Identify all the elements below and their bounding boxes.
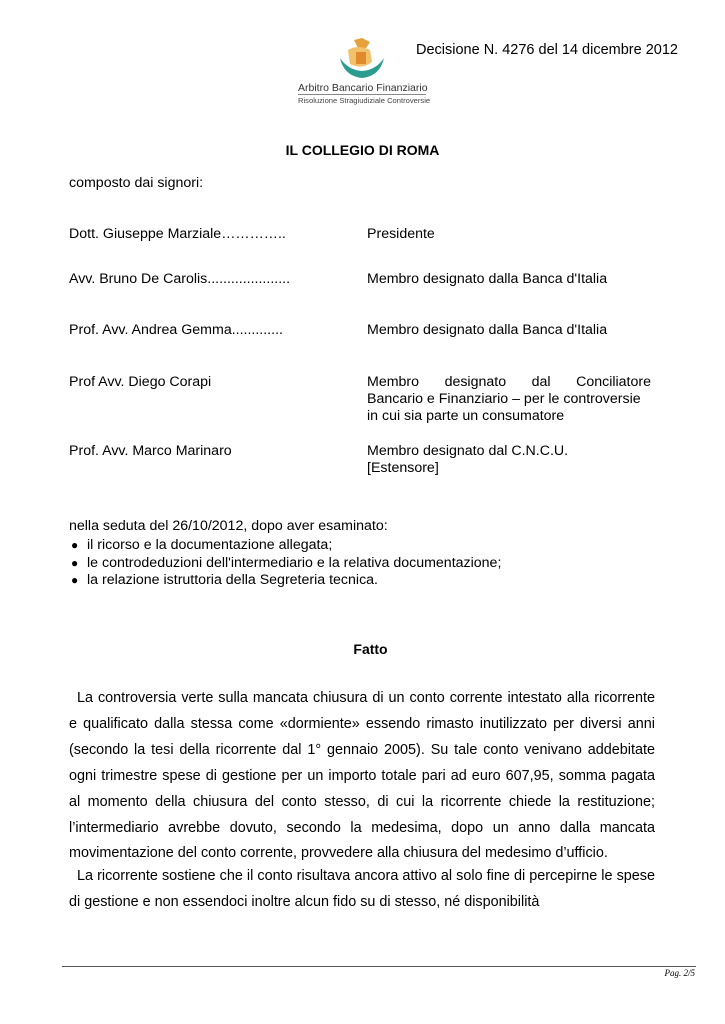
logo-name: Arbitro Bancario Finanziario	[298, 82, 428, 94]
member-name: Avv. Bruno De Carolis.....................	[69, 271, 291, 287]
member-name: Prof. Avv. Andrea Gemma.............	[69, 322, 283, 338]
list-item	[69, 537, 501, 555]
session-list	[69, 537, 501, 590]
section-title: Fatto	[353, 641, 388, 657]
member-role	[367, 443, 651, 477]
member-role: Membro designato dalla Banca d'Italia	[367, 322, 608, 338]
member-role: Membro designato dalla Banca d'Italia	[367, 271, 608, 287]
footer-divider	[62, 966, 696, 967]
member-name: Prof. Avv. Marco Marinaro	[69, 443, 232, 459]
paragraph: La controversia verte sulla mancata chiusura di un conto corrente intestato alla ricorrente e qualificato dalla stessa come «dormiente» essendo rimasto inutilizzato per diversi anni (secondo la tesi della ricorrente dal 1° gennaio 2005). Su tale conto venivano addebitate ogni trimestre spese di gestione per un importo totale pari ad euro 607,95, somma pagata al momento della chiusura del conto stesso, di cui la ricorrente chiede la restituzione; l’intermediario avrebbe dovuto, secondo la medesima, dopo un anno dalla mancata movimentazione del conto corrente, provvedere alla chiusura del medesimo d’ufficio.	[69, 690, 655, 862]
document-title: IL COLLEGIO DI ROMA	[285, 142, 440, 158]
bullet-icon: ●	[71, 573, 79, 587]
member-role: Presidente	[367, 226, 435, 242]
member-role-line: Bancario e Finanziario – per le controversie	[367, 391, 641, 407]
intro-text: composto dai signori:	[69, 175, 204, 191]
bullet-icon: ●	[71, 538, 79, 552]
session-intro: nella seduta del 26/10/2012, dopo aver esaminato:	[69, 518, 388, 534]
list-item	[69, 572, 501, 590]
member-role-line: Membro designato dal C.N.C.U.	[367, 443, 569, 459]
list-item-text: la relazione istruttoria della Segreteria tecnica.	[87, 572, 378, 588]
bullet-icon: ●	[71, 555, 79, 570]
member-role	[367, 374, 651, 425]
member-role-line: [Estensore]	[367, 460, 439, 476]
decision-reference: Decisione N. 4276 del 14 dicembre 2012	[416, 42, 678, 58]
member-role-line: in cui sia parte un consumatore	[367, 408, 565, 424]
logo-subtitle: Risoluzione Stragiudiziale Controversie	[298, 96, 431, 105]
list-item	[69, 555, 501, 573]
member-role-line: Membro designato dal Conciliatore	[367, 374, 651, 390]
member-name: Dott. Giuseppe Marziale…………..	[69, 226, 286, 242]
list-item-text: le controdeduzioni dell'intermediario e la relativa documentazione;	[87, 554, 502, 571]
logo-divider	[298, 94, 426, 95]
paragraph: La ricorrente sostiene che il conto risultava ancora attivo al solo fine di percepirne le spese di gestione e non essendoci inoltre alcun fido su di stesso, né disponibilità	[69, 868, 655, 910]
list-item-text: il ricorso e la documentazione allegata;	[87, 537, 333, 553]
page-number: Pag. 2/5	[664, 968, 695, 978]
member-name: Prof Avv. Diego Corapi	[69, 374, 212, 390]
